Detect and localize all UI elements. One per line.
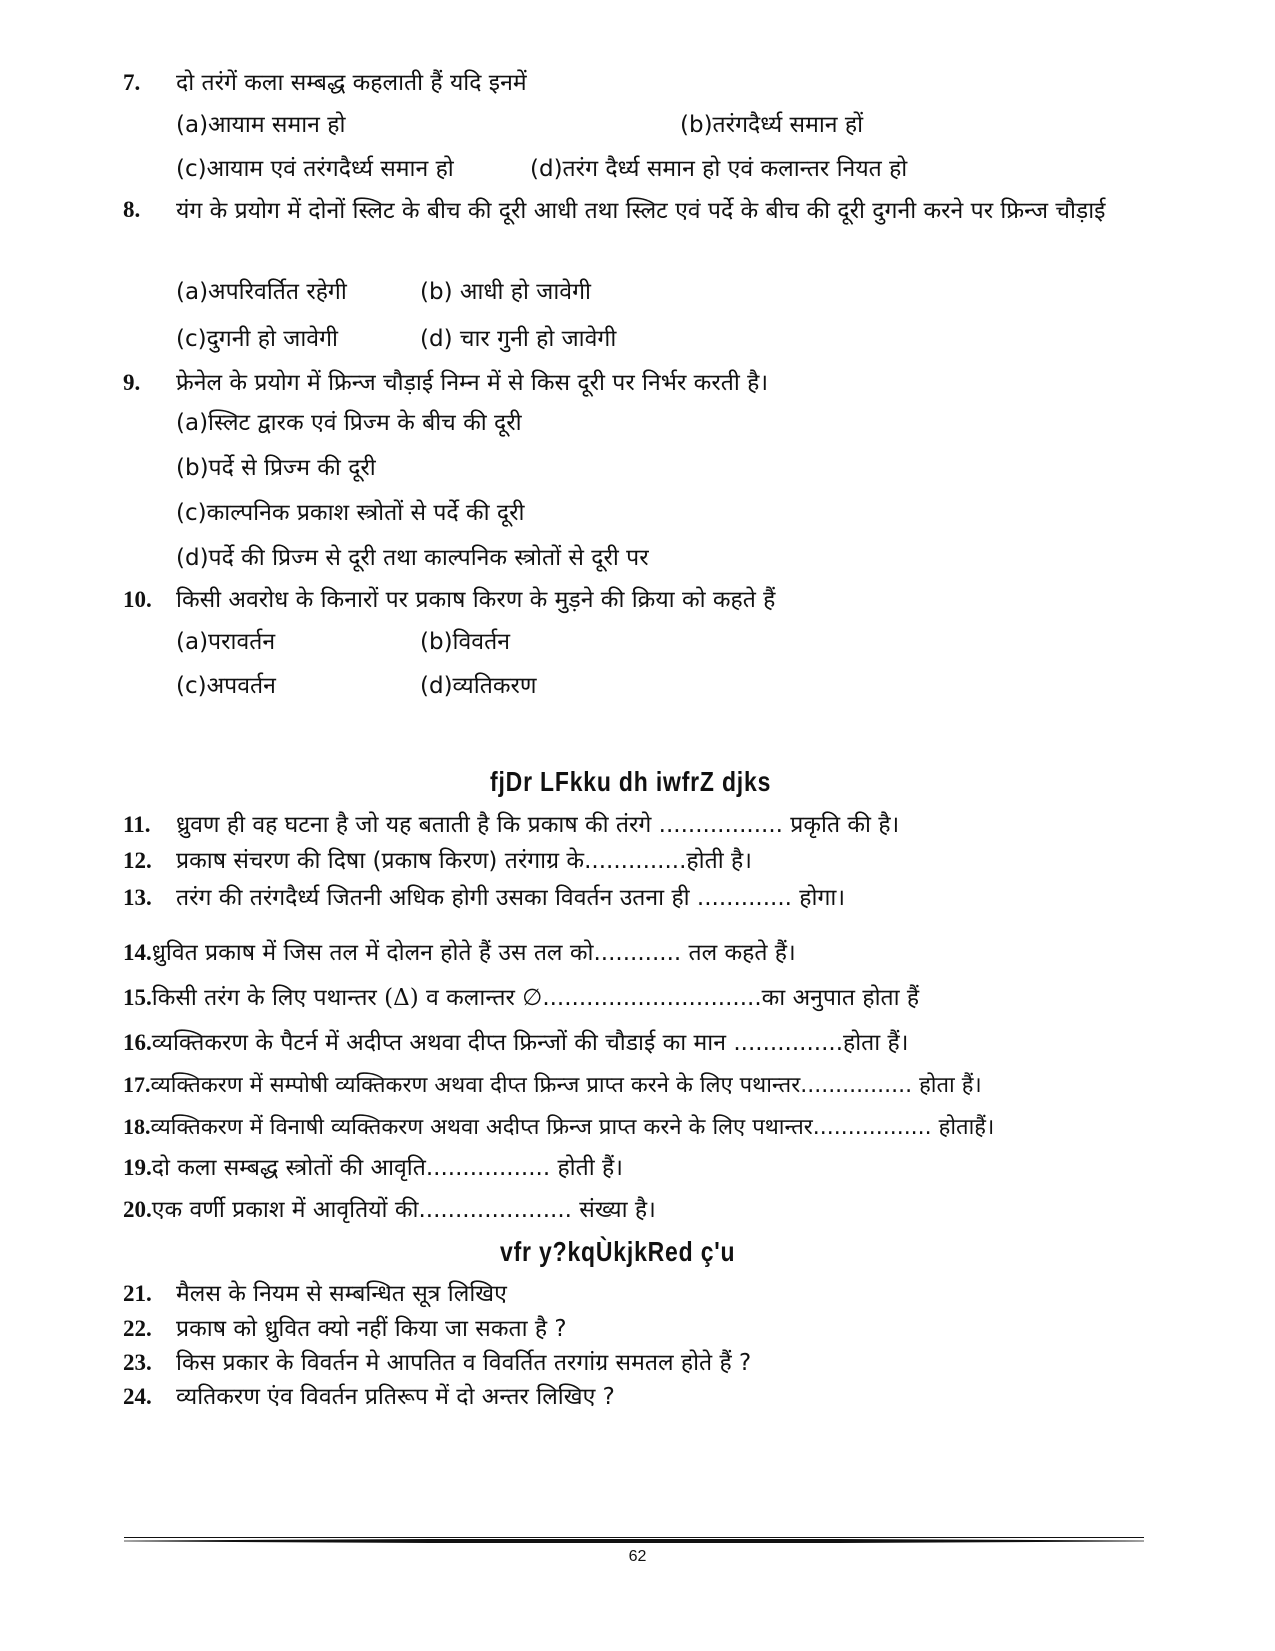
question-16 <box>123 1028 908 1058</box>
question-number: 12. <box>123 848 152 873</box>
question-text: तरंग की तरंगदैर्ध्य जितनी अधिक होगी उसका विवर्तन उतना ही ............. होगा। <box>176 885 846 911</box>
option-a: (a)स्लिट द्वारक एवं प्रिज्म के बीच की दूरी <box>176 410 522 436</box>
option-c: (c)काल्पनिक प्रकाश स्त्रोतों से पर्दे की दूरी <box>176 500 525 526</box>
option-d: (d) चार गुनी हो जावेगी <box>420 326 617 352</box>
question-text: मैलस के नियम से सम्बन्धित सूत्र लिखिए <box>176 1281 507 1307</box>
question-19 <box>123 1153 623 1183</box>
question-text: व्यतिकरण एंव विवर्तन प्रतिरूप में दो अन्तर लिखिए ? <box>176 1384 615 1410</box>
option-c: (c)अपवर्तन <box>176 673 276 699</box>
question-text: व्यक्तिकरण के पैटर्न में अदीप्त अथवा दीप्त फ्रिन्जों की चौडाई का मान ...............होता हैं। <box>151 1030 909 1056</box>
question-number: 23. <box>123 1350 152 1375</box>
question-number: 21. <box>123 1281 152 1306</box>
question-text: किस प्रकार के विवर्तन मे आपतित व विवर्तित तरगांग्र समतल होते हैं ? <box>176 1350 752 1376</box>
question-text: एक वर्णी प्रकाश में आवृतियों की..................... संख्या है। <box>151 1197 656 1223</box>
question-text-part-2: व कलान्तर <box>418 985 523 1011</box>
question-number: 9. <box>123 370 141 395</box>
question-text-part-1: किसी तरंग के लिए पथान्तर <box>151 985 385 1011</box>
section-heading-fill-blanks: fjDr LFkku dh iwfrZ djks <box>490 766 772 797</box>
question-number: 24. <box>123 1384 152 1409</box>
question-text: दो कला सम्बद्ध स्त्रोतों की आवृति................. होती हैं। <box>151 1155 623 1181</box>
option-a: (a)परावर्तन <box>176 629 276 655</box>
question-20 <box>123 1195 656 1225</box>
option-d: (d)पर्दे की प्रिज्म से दूरी तथा काल्पनिक स्त्रोतों से दूरी पर <box>176 545 649 571</box>
page-number: 62 <box>628 1548 647 1565</box>
question-number: 8. <box>123 197 141 222</box>
question-text: किसी अवरोध के किनारों पर प्रकाष किरण के मुड़ने की क्रिया को कहते हैं <box>176 587 776 613</box>
question-text: फ्रेनेल के प्रयोग में फ्रिन्ज चौड़ाई निम्न में से किस दूरी पर निर्भर करती है। <box>176 370 769 396</box>
question-text: व्यक्तिकरण में विनाषी व्यक्तिकरण अथवा अदीप्त फ्रिन्ज प्राप्त करने के लिए पथान्तर................. होताहैं। <box>150 1115 995 1140</box>
footer-rule-thick <box>124 1539 1144 1543</box>
option-c: (c)आयाम एवं तरंगदैर्ध्य समान हो <box>176 156 454 182</box>
question-17 <box>123 1070 982 1101</box>
question-number: 19. <box>123 1155 152 1180</box>
delta-symbol: (Δ) <box>384 985 419 1011</box>
option-b: (b)तरंगदैर्ध्य समान हों <box>680 112 864 138</box>
option-b: (b)पर्दे से प्रिज्म की दूरी <box>176 455 376 481</box>
question-text: यंग के प्रयोग में दोनों स्लिट के बीच की दूरी आधी तथा स्लिट एवं पर्दे के बीच की दूरी दुगनी करने पर फ्रिन्ज चौड़ाई <box>176 198 1106 224</box>
option-b: (b)विवर्तन <box>420 629 510 655</box>
question-18 <box>123 1112 994 1143</box>
question-number: 16. <box>123 1030 152 1055</box>
question-text: व्यक्तिकरण में सम्पोषी व्यक्तिकरण अथवा दीप्त फ्रिन्ज प्राप्त करने के लिए पथान्तर................ होता हैं। <box>150 1073 982 1098</box>
question-text: प्रकाष संचरण की दिषा (प्रकाष किरण) तरंगाग्र के..............होती है। <box>176 848 752 874</box>
question-14 <box>123 938 796 968</box>
question-text: ध्रुवण ही वह घटना है जो यह बताती है कि प्रकाष की तंरगे ................. प्रकृति की है। <box>176 812 900 838</box>
question-text-part-3: ..............................का अनुपात होता हैं <box>542 985 920 1011</box>
question-number: 7. <box>123 70 141 95</box>
option-d: (d)तरंग दैर्ध्य समान हो एवं कलान्तर नियत हो <box>530 156 908 182</box>
question-number: 13. <box>123 885 152 910</box>
question-15 <box>123 983 919 1013</box>
question-number: 18. <box>123 1114 151 1139</box>
question-number: 22. <box>123 1316 152 1341</box>
question-number: 14. <box>123 940 152 965</box>
option-b: (b) आधी हो जावेगी <box>420 279 591 305</box>
question-number: 11. <box>123 812 151 837</box>
question-number: 15. <box>123 985 152 1010</box>
question-text: ध्रुवित प्रकाष में जिस तल में दोलन होते हैं उस तल को............ तल कहते हैं। <box>151 940 796 966</box>
phi-symbol: ∅ <box>522 985 543 1011</box>
question-text: प्रकाष को ध्रुवित क्यो नहीं किया जा सकता है ? <box>176 1316 567 1342</box>
option-a: (a)आयाम समान हो <box>176 112 346 138</box>
option-c: (c)दुगनी हो जावेगी <box>176 326 338 352</box>
option-a: (a)अपरिवर्तित रहेगी <box>176 279 347 305</box>
question-number: 20. <box>123 1197 152 1222</box>
option-d: (d)व्यतिकरण <box>420 673 537 699</box>
section-heading-very-short-answer: vfr y?kqÙkjkRed ç'u <box>500 1236 736 1267</box>
question-text: दो तरंगें कला सम्बद्ध कहलाती हैं यदि इनमें <box>176 70 527 96</box>
question-number: 10. <box>123 587 152 612</box>
question-number: 17. <box>123 1072 151 1097</box>
footer-rule <box>124 1537 1144 1538</box>
